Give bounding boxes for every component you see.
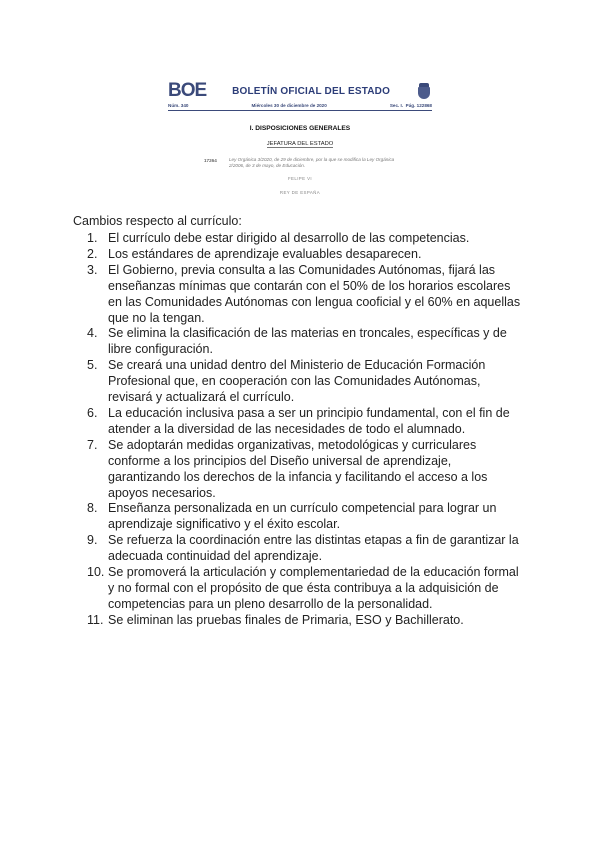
coat-of-arms-icon xyxy=(416,83,432,100)
item-text: Se refuerza la coordinación entre las distintas etapas a fin de garantizar la adecuada continuidad del aprendizaje. xyxy=(108,533,519,564)
list-item xyxy=(87,533,523,565)
item-number: 8. xyxy=(87,501,98,516)
item-number: 11. xyxy=(87,612,104,627)
item-text: Enseñanza personalizada en un currículo competencial para lograr un aprendizaje significativo y el éxito escolar. xyxy=(108,501,497,532)
item-number: 5. xyxy=(87,358,98,373)
list-item xyxy=(87,437,523,502)
section-code: Sec. I. xyxy=(389,103,404,108)
item-number: 6. xyxy=(87,405,98,420)
item-text: El currículo debe estar dirigido al desarrollo de las competencias. xyxy=(108,231,470,245)
list-item xyxy=(87,246,523,263)
law-title: Ley Orgánica 3/2020, de 29 de diciembre, por la que se modifica la Ley Orgánica 2/2006, de 3 de mayo, de Educación. xyxy=(229,157,395,168)
list-item xyxy=(87,405,523,438)
item-number: 4. xyxy=(87,326,98,341)
section-title: I. DISPOSICIONES GENERALES xyxy=(249,125,351,132)
item-number: 10. xyxy=(87,565,105,580)
item-number: 7. xyxy=(87,437,98,452)
king-name: FELIPE VI xyxy=(287,176,313,181)
list-item xyxy=(87,501,523,533)
item-text: Se creará una unidad dentro del Ministerio de Educación Formación Profesional que, en cooperación con las Comunidades Autónomas, revisará y actualizará el currículo. xyxy=(108,358,486,405)
issue-date: Miércoles 30 de diciembre de 2020 xyxy=(251,103,327,108)
intro-text: Cambios respecto al currículo: xyxy=(73,214,242,228)
changes-list xyxy=(87,231,523,629)
king-title: REY DE ESPAÑA xyxy=(279,190,321,195)
item-number: 3. xyxy=(87,262,98,277)
item-number: 9. xyxy=(87,533,98,548)
list-item xyxy=(87,565,523,613)
page-number: Pág. 122868 xyxy=(405,103,432,108)
item-text: Se elimina la clasificación de las materias en troncales, específicas y de libre configuración. xyxy=(108,326,507,357)
item-text: Se adoptarán medidas organizativas, metodológicas y curriculares conforme a los principios del Diseño universal de aprendizaje, garantizando los derechos de la infancia y facilitando el acceso a los apoyos necesarios. xyxy=(108,437,488,500)
item-number: 1. xyxy=(87,231,98,245)
item-text: Se promoverá la articulación y complementariedad de la educación formal y no formal con el propósito de que ésta contribuya a la adquisición de competencias para un pleno desarrollo de la personalidad. xyxy=(108,565,519,611)
issue-number: Núm. 340 xyxy=(168,103,189,108)
department-title xyxy=(0,141,600,147)
list-item xyxy=(87,326,523,358)
item-number: 2. xyxy=(87,246,98,261)
list-item xyxy=(87,612,523,629)
list-item xyxy=(87,358,523,406)
list-item xyxy=(87,231,523,247)
boe-title: BOLETÍN OFICIAL DEL ESTADO xyxy=(232,85,391,97)
item-text: Los estándares de aprendizaje evaluables desaparecen. xyxy=(108,246,422,261)
list-item xyxy=(87,262,523,327)
section-page xyxy=(390,103,432,108)
item-text: Se eliminan las pruebas finales de Primaria, ESO y Bachillerato. xyxy=(108,612,464,627)
boe-header xyxy=(168,82,432,111)
boe-meta-line xyxy=(168,103,432,111)
law-ref-number: 17264 xyxy=(204,158,217,163)
boe-masthead xyxy=(168,82,432,100)
boe-logo: BOE xyxy=(168,80,207,101)
department-text: JEFATURA DEL ESTADO xyxy=(266,141,334,147)
item-text: La educación inclusiva pasa a ser un principio fundamental, con el fin de atender a la diversidad de las necesidades de todo el alumnado. xyxy=(108,405,510,436)
item-text: El Gobierno, previa consulta a las Comunidades Autónomas, fijará las enseñanzas mínimas que contarán con el 50% de los horarios escolares en las Comunidades Autónomas con lengua cooficial y el 60% en aquellas que no la tengan. xyxy=(108,262,521,325)
